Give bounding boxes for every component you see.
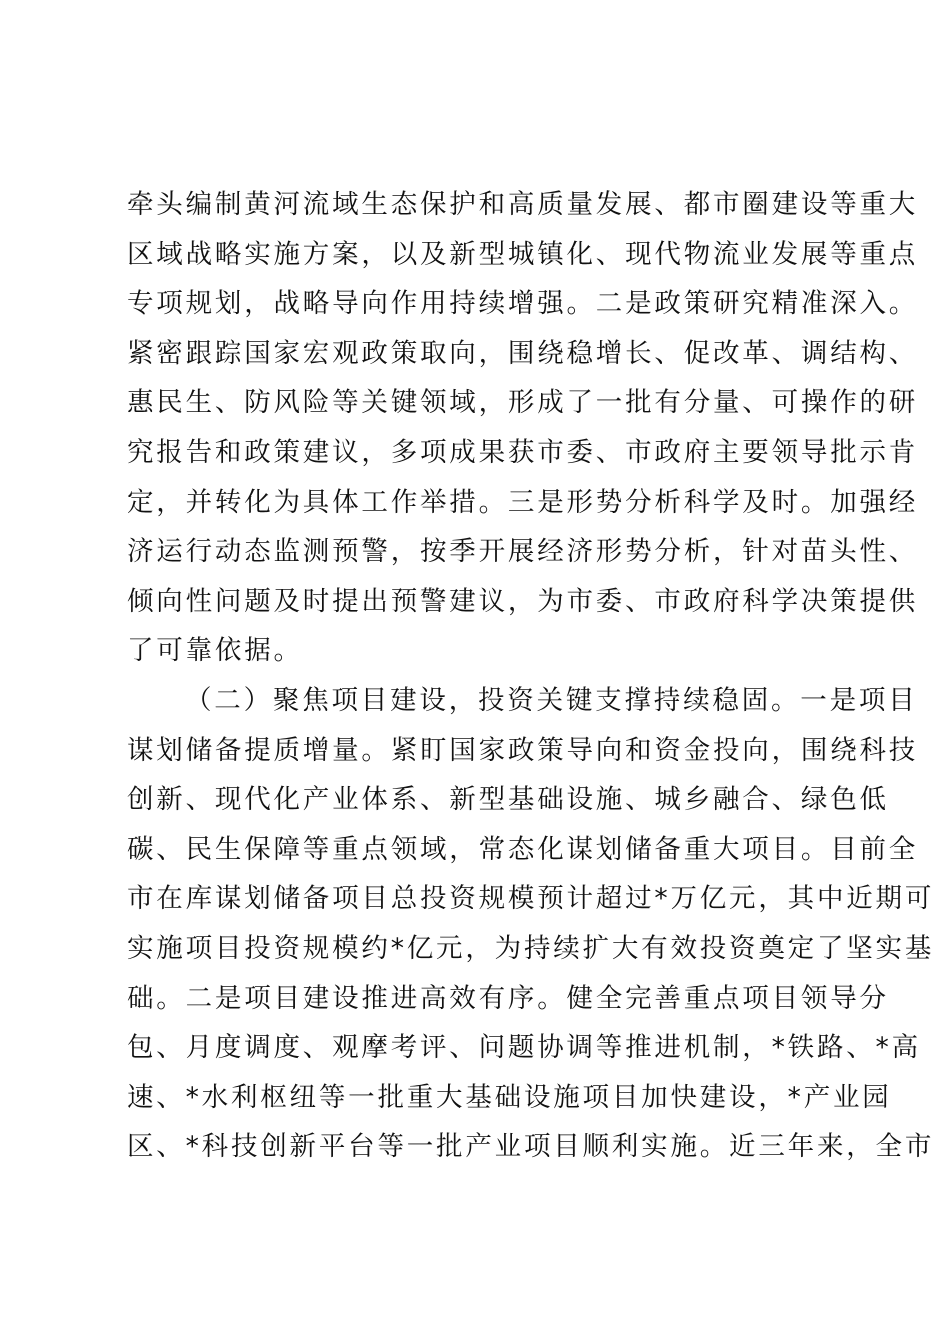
- text-line: 牵头编制黄河流域生态保护和高质量发展、都市圈建设等重大: [127, 189, 919, 220]
- section-heading-line: （二）聚焦项目建设，投资关键支撑持续稳固。一是项目: [185, 684, 918, 716]
- text-line: 济运行动态监测预警，按季开展经济形势分析，针对苗头性、: [127, 536, 919, 568]
- text-line: 专项规划，战略导向作用持续增强。二是政策研究精准深入。: [127, 288, 919, 320]
- text-line: 市在库谋划储备项目总投资规模预计超过*万亿元，其中近期可: [127, 883, 935, 915]
- paragraph-policy-research: [127, 183, 919, 679]
- text-line: 究报告和政策建议，多项成果获市委、市政府主要领导批示肯: [127, 436, 919, 468]
- text-line: 区、*科技创新平台等一批产业项目顺利实施。近三年来，全市: [127, 1131, 935, 1163]
- document-page: [127, 183, 935, 1175]
- text-line: 实施项目投资规模约*亿元，为持续扩大有效投资奠定了坚实基: [127, 932, 935, 964]
- text-line: 速、*水利枢纽等一批重大基础设施项目加快建设，*产业园: [127, 1081, 892, 1113]
- text-line: 区域战略实施方案，以及新型城镇化、现代物流业发展等重点: [127, 238, 919, 270]
- text-line: 谋划储备提质增量。紧盯国家政策导向和资金投向，围绕科技: [127, 734, 919, 766]
- text-line: 惠民生、防风险等关键领域，形成了一批有分量、可操作的研: [127, 387, 919, 419]
- text-line: 创新、现代化产业体系、新型基础设施、城乡融合、绿色低: [127, 784, 889, 816]
- text-line: 了可靠依据。: [127, 635, 303, 667]
- text-line: 碳、民生保障等重点领域，常态化谋划储备重大项目。目前全: [127, 833, 919, 865]
- text-line: 包、月度调度、观摩考评、问题协调等推进机制，*铁路、*高: [127, 1032, 921, 1064]
- text-line: 定，并转化为具体工作举措。三是形势分析科学及时。加强经: [127, 486, 919, 518]
- text-line: 础。二是项目建设推进高效有序。健全完善重点项目领导分: [127, 982, 889, 1014]
- paragraph-project-construction: [127, 679, 935, 1175]
- text-line: 倾向性问题及时提出预警建议，为市委、市政府科学决策提供: [127, 585, 919, 617]
- text-line: 紧密跟踪国家宏观政策取向，围绕稳增长、促改革、调结构、: [127, 337, 919, 369]
